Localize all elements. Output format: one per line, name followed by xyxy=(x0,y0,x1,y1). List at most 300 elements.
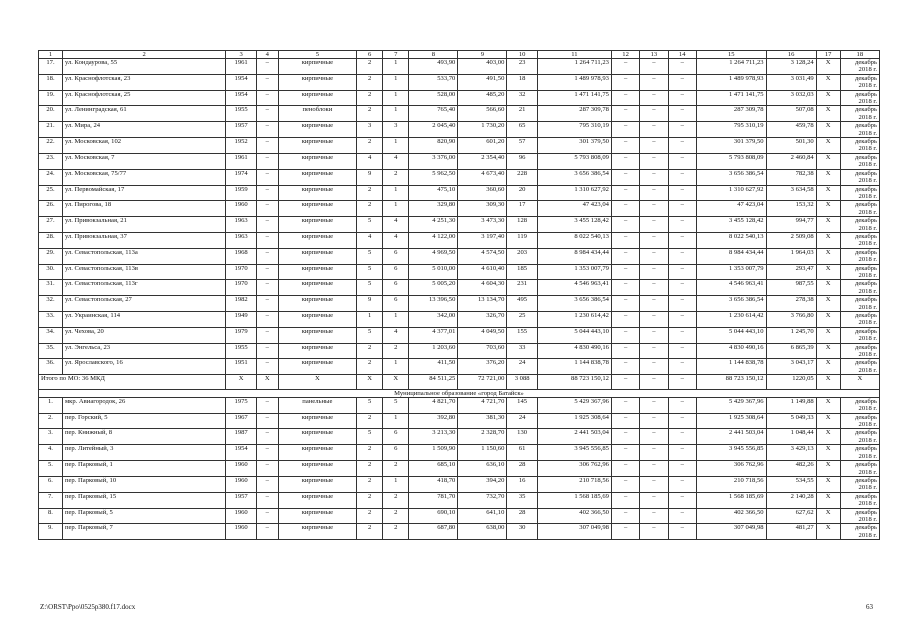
cell-c13: – xyxy=(640,327,668,343)
cell-c8: 528,00 xyxy=(409,90,458,106)
cell-year: 1963 xyxy=(226,217,257,233)
cell-c13: – xyxy=(640,169,668,185)
cell-year: 1960 xyxy=(226,201,257,217)
cell-mat: панельные xyxy=(278,397,356,413)
cell-c18: декабрь 2018 г. xyxy=(840,232,879,248)
table-row xyxy=(39,343,880,359)
cell-c13: – xyxy=(640,106,668,122)
cell-c18: декабрь 2018 г. xyxy=(840,201,879,217)
cell-c13: – xyxy=(640,312,668,328)
cell-c9: 376,20 xyxy=(458,359,507,375)
cell-c8: 411,50 xyxy=(409,359,458,375)
cell-c8: 5 010,00 xyxy=(409,264,458,280)
cell-c17: X xyxy=(816,343,840,359)
cell-c18: декабрь 2018 г. xyxy=(840,106,879,122)
cell-c4: – xyxy=(256,153,278,169)
cell-c7: 4 xyxy=(383,153,409,169)
cell-c6: 5 xyxy=(357,327,383,343)
cell-c15: 5 793 808,09 xyxy=(696,153,766,169)
cell-c6: 5 xyxy=(357,429,383,445)
cell-c17: X xyxy=(816,413,840,429)
cell-c14: – xyxy=(668,169,696,185)
cell-c10: 130 xyxy=(507,429,538,445)
cell-c18: декабрь 2018 г. xyxy=(840,248,879,264)
cell-c17: X xyxy=(816,90,840,106)
cell-c10: 231 xyxy=(507,280,538,296)
cell-c13: – xyxy=(640,461,668,477)
cell-c17: X xyxy=(816,461,840,477)
cell-c12: – xyxy=(611,169,639,185)
cell-c10: 20 xyxy=(507,185,538,201)
cell-n: 4. xyxy=(39,445,63,461)
cell-c6: 5 xyxy=(357,397,383,413)
cell-addr: ул. Севастопольская, 113а xyxy=(62,248,225,264)
cell-c12: – xyxy=(611,445,639,461)
cell-c15: 8 022 540,13 xyxy=(696,232,766,248)
cell-c13: – xyxy=(640,492,668,508)
cell-c4: – xyxy=(256,343,278,359)
cell-c4: – xyxy=(256,90,278,106)
cell-mat: кирпичные xyxy=(278,524,356,540)
cell-c4: – xyxy=(256,122,278,138)
cell-c6: 2 xyxy=(357,343,383,359)
cell-c13: – xyxy=(640,153,668,169)
cell-year: 1949 xyxy=(226,312,257,328)
cell-c14: – xyxy=(668,280,696,296)
table-row xyxy=(39,59,880,75)
cell-c14: – xyxy=(668,248,696,264)
header-cell: 4 xyxy=(256,51,278,59)
cell-addr: ул. Украинская, 114 xyxy=(62,312,225,328)
cell-c16: 2 140,28 xyxy=(766,492,816,508)
cell-n: 23. xyxy=(39,153,63,169)
cell-c9: 4 721,70 xyxy=(458,397,507,413)
cell-c10: 24 xyxy=(507,359,538,375)
cell-c6: 2 xyxy=(357,138,383,154)
cell-n: 18. xyxy=(39,74,63,90)
cell-mat: кирпичные xyxy=(278,445,356,461)
cell-c8: 781,70 xyxy=(409,492,458,508)
cell-c16: 782,38 xyxy=(766,169,816,185)
cell-year: 1957 xyxy=(226,492,257,508)
cell-c4: – xyxy=(256,185,278,201)
table-row xyxy=(39,248,880,264)
cell-c11: 287 309,78 xyxy=(537,106,611,122)
total-c4: X xyxy=(256,375,278,390)
cell-c9: 641,10 xyxy=(458,508,507,524)
cell-c18: декабрь 2018 г. xyxy=(840,461,879,477)
cell-c6: 2 xyxy=(357,359,383,375)
cell-c6: 2 xyxy=(357,201,383,217)
cell-c4: – xyxy=(256,445,278,461)
cell-addr: ул. Чехова, 20 xyxy=(62,327,225,343)
cell-c15: 3 656 386,54 xyxy=(696,169,766,185)
cell-c18: декабрь 2018 г. xyxy=(840,217,879,233)
table-row xyxy=(39,359,880,375)
cell-addr: ул. Московская, 75/77 xyxy=(62,169,225,185)
cell-c17: X xyxy=(816,280,840,296)
cell-c7: 1 xyxy=(383,106,409,122)
cell-c12: – xyxy=(611,508,639,524)
cell-c4: – xyxy=(256,327,278,343)
table-row xyxy=(39,232,880,248)
cell-c15: 307 049,98 xyxy=(696,524,766,540)
table-row xyxy=(39,90,880,106)
cell-mat: кирпичные xyxy=(278,280,356,296)
header-row xyxy=(39,51,880,59)
group-title: Муниципальное образование «город Батайск» xyxy=(39,389,880,397)
cell-c4: – xyxy=(256,312,278,328)
cell-c6: 3 xyxy=(357,122,383,138)
cell-c7: 6 xyxy=(383,248,409,264)
header-cell: 3 xyxy=(226,51,257,59)
cell-n: 27. xyxy=(39,217,63,233)
cell-c4: – xyxy=(256,217,278,233)
cell-addr: ул. Пирогова, 18 xyxy=(62,201,225,217)
cell-year: 1961 xyxy=(226,59,257,75)
cell-n: 5. xyxy=(39,461,63,477)
cell-c16: 987,55 xyxy=(766,280,816,296)
cell-c6: 4 xyxy=(357,232,383,248)
cell-c6: 5 xyxy=(357,280,383,296)
cell-c9: 381,30 xyxy=(458,413,507,429)
cell-c4: – xyxy=(256,280,278,296)
cell-c16: 3 032,03 xyxy=(766,90,816,106)
cell-c18: декабрь 2018 г. xyxy=(840,138,879,154)
cell-c17: X xyxy=(816,153,840,169)
cell-c16: 278,38 xyxy=(766,296,816,312)
total-c17: X xyxy=(816,375,840,390)
cell-addr: ул. Энгельса, 23 xyxy=(62,343,225,359)
cell-c8: 4 251,30 xyxy=(409,217,458,233)
cell-year: 1967 xyxy=(226,413,257,429)
cell-c7: 4 xyxy=(383,232,409,248)
total-c8: 84 511,25 xyxy=(409,375,458,390)
cell-c15: 5 044 443,10 xyxy=(696,327,766,343)
cell-c18: декабрь 2018 г. xyxy=(840,327,879,343)
cell-c13: – xyxy=(640,429,668,445)
cell-c10: 18 xyxy=(507,74,538,90)
cell-c11: 3 945 556,85 xyxy=(537,445,611,461)
cell-c16: 501,30 xyxy=(766,138,816,154)
cell-c12: – xyxy=(611,232,639,248)
cell-c7: 2 xyxy=(383,169,409,185)
cell-c17: X xyxy=(816,492,840,508)
cell-c9: 4 049,50 xyxy=(458,327,507,343)
cell-c13: – xyxy=(640,397,668,413)
cell-c14: – xyxy=(668,413,696,429)
cell-c16: 2 509,08 xyxy=(766,232,816,248)
cell-n: 32. xyxy=(39,296,63,312)
header-cell: 17 xyxy=(816,51,840,59)
cell-c18: декабрь 2018 г. xyxy=(840,343,879,359)
cell-mat: кирпичные xyxy=(278,476,356,492)
cell-c7: 1 xyxy=(383,185,409,201)
cell-addr: ул. Ярославского, 16 xyxy=(62,359,225,375)
cell-c15: 5 429 367,96 xyxy=(696,397,766,413)
cell-c18: декабрь 2018 г. xyxy=(840,397,879,413)
cell-c12: – xyxy=(611,397,639,413)
cell-c16: 994,77 xyxy=(766,217,816,233)
cell-year: 1960 xyxy=(226,476,257,492)
total-c7: X xyxy=(383,375,409,390)
cell-c15: 1 144 838,78 xyxy=(696,359,766,375)
cell-c13: – xyxy=(640,264,668,280)
cell-year: 1960 xyxy=(226,508,257,524)
cell-c15: 1 310 627,92 xyxy=(696,185,766,201)
total-c12: – xyxy=(611,375,639,390)
cell-c11: 2 441 503,04 xyxy=(537,429,611,445)
cell-c6: 5 xyxy=(357,248,383,264)
cell-mat: пеноблоки xyxy=(278,106,356,122)
cell-year: 1975 xyxy=(226,397,257,413)
cell-mat: кирпичные xyxy=(278,492,356,508)
header-cell: 13 xyxy=(640,51,668,59)
cell-c17: X xyxy=(816,476,840,492)
cell-c15: 4 830 490,16 xyxy=(696,343,766,359)
cell-c8: 4 821,70 xyxy=(409,397,458,413)
cell-addr: ул. Краснофлотская, 23 xyxy=(62,74,225,90)
cell-c14: – xyxy=(668,429,696,445)
cell-c7: 1 xyxy=(383,359,409,375)
cell-c8: 4 969,50 xyxy=(409,248,458,264)
cell-c9: 3 197,40 xyxy=(458,232,507,248)
cell-c4: – xyxy=(256,508,278,524)
cell-n: 2. xyxy=(39,413,63,429)
table-row xyxy=(39,508,880,524)
cell-c18: декабрь 2018 г. xyxy=(840,74,879,90)
cell-c15: 287 309,78 xyxy=(696,106,766,122)
cell-c9: 601,20 xyxy=(458,138,507,154)
cell-c9: 491,50 xyxy=(458,74,507,90)
cell-year: 1968 xyxy=(226,248,257,264)
cell-c9: 309,30 xyxy=(458,201,507,217)
cell-c10: 119 xyxy=(507,232,538,248)
cell-c14: – xyxy=(668,397,696,413)
cell-c6: 2 xyxy=(357,476,383,492)
cell-c9: 703,60 xyxy=(458,343,507,359)
cell-c12: – xyxy=(611,185,639,201)
cell-n: 31. xyxy=(39,280,63,296)
file-path: Z:\ORST\Ppo\0525p380.f17.docx xyxy=(40,603,136,611)
cell-c15: 795 310,19 xyxy=(696,122,766,138)
cell-c9: 732,70 xyxy=(458,492,507,508)
cell-c13: – xyxy=(640,232,668,248)
cell-c13: – xyxy=(640,476,668,492)
cell-n: 3. xyxy=(39,429,63,445)
table-row xyxy=(39,106,880,122)
cell-c16: 3 031,49 xyxy=(766,74,816,90)
table-row xyxy=(39,185,880,201)
cell-c6: 2 xyxy=(357,508,383,524)
cell-c16: 5 049,33 xyxy=(766,413,816,429)
cell-mat: кирпичные xyxy=(278,296,356,312)
cell-c8: 5 005,20 xyxy=(409,280,458,296)
cell-c10: 17 xyxy=(507,201,538,217)
cell-c13: – xyxy=(640,413,668,429)
cell-c11: 1 230 614,42 xyxy=(537,312,611,328)
cell-c9: 2 328,70 xyxy=(458,429,507,445)
table-row xyxy=(39,122,880,138)
cell-c18: декабрь 2018 г. xyxy=(840,492,879,508)
cell-n: 22. xyxy=(39,138,63,154)
group-row xyxy=(39,389,880,397)
header-cell: 6 xyxy=(357,51,383,59)
total-c6: X xyxy=(357,375,383,390)
cell-c14: – xyxy=(668,508,696,524)
cell-c4: – xyxy=(256,397,278,413)
table-row xyxy=(39,201,880,217)
page-number: 63 xyxy=(866,603,873,611)
cell-c10: 33 xyxy=(507,343,538,359)
cell-addr: пер. Парковый, 1 xyxy=(62,461,225,477)
cell-c16: 3 128,24 xyxy=(766,59,816,75)
total-c5: X xyxy=(278,375,356,390)
cell-c13: – xyxy=(640,74,668,90)
cell-c11: 4 546 963,41 xyxy=(537,280,611,296)
cell-c9: 4 574,50 xyxy=(458,248,507,264)
header-cell: 8 xyxy=(409,51,458,59)
cell-c13: – xyxy=(640,248,668,264)
cell-c11: 47 423,04 xyxy=(537,201,611,217)
cell-c8: 4 377,01 xyxy=(409,327,458,343)
cell-c18: декабрь 2018 г. xyxy=(840,280,879,296)
cell-c13: – xyxy=(640,280,668,296)
cell-c16: 481,27 xyxy=(766,524,816,540)
cell-c11: 1 310 627,92 xyxy=(537,185,611,201)
cell-c9: 4 610,40 xyxy=(458,264,507,280)
cell-c16: 3 043,17 xyxy=(766,359,816,375)
cell-c13: – xyxy=(640,59,668,75)
cell-c4: – xyxy=(256,492,278,508)
cell-c17: X xyxy=(816,122,840,138)
cell-c18: декабрь 2018 г. xyxy=(840,185,879,201)
cell-c10: 32 xyxy=(507,90,538,106)
cell-c17: X xyxy=(816,524,840,540)
cell-c11: 1 489 978,93 xyxy=(537,74,611,90)
cell-c17: X xyxy=(816,429,840,445)
cell-c10: 35 xyxy=(507,492,538,508)
cell-c6: 5 xyxy=(357,264,383,280)
cell-c14: – xyxy=(668,461,696,477)
cell-c8: 3 376,00 xyxy=(409,153,458,169)
cell-c15: 1 489 978,93 xyxy=(696,74,766,90)
cell-c13: – xyxy=(640,359,668,375)
total-c16: 1220,05 xyxy=(766,375,816,390)
cell-c15: 306 762,96 xyxy=(696,461,766,477)
header-cell: 12 xyxy=(611,51,639,59)
cell-c9: 4 673,40 xyxy=(458,169,507,185)
cell-c17: X xyxy=(816,327,840,343)
table-row xyxy=(39,296,880,312)
table-row xyxy=(39,153,880,169)
header-cell: 10 xyxy=(507,51,538,59)
cell-c14: – xyxy=(668,264,696,280)
cell-c10: 16 xyxy=(507,476,538,492)
cell-c13: – xyxy=(640,508,668,524)
cell-mat: кирпичные xyxy=(278,153,356,169)
cell-c9: 326,70 xyxy=(458,312,507,328)
cell-c14: – xyxy=(668,106,696,122)
cell-c13: – xyxy=(640,201,668,217)
cell-c18: декабрь 2018 г. xyxy=(840,122,879,138)
table-row xyxy=(39,280,880,296)
cell-c13: – xyxy=(640,217,668,233)
cell-c9: 3 473,30 xyxy=(458,217,507,233)
cell-c12: – xyxy=(611,217,639,233)
header-cell: 1 xyxy=(39,51,63,59)
cell-c14: – xyxy=(668,122,696,138)
table-row xyxy=(39,327,880,343)
total-c14: – xyxy=(668,375,696,390)
cell-c12: – xyxy=(611,264,639,280)
cell-c12: – xyxy=(611,461,639,477)
table-body xyxy=(39,51,880,540)
cell-c7: 1 xyxy=(383,90,409,106)
cell-year: 1955 xyxy=(226,343,257,359)
cell-c14: – xyxy=(668,476,696,492)
cell-c4: – xyxy=(256,296,278,312)
cell-c17: X xyxy=(816,264,840,280)
cell-c11: 306 762,96 xyxy=(537,461,611,477)
cell-c10: 228 xyxy=(507,169,538,185)
table-row xyxy=(39,169,880,185)
cell-addr: ул. Севастопольская, 113в xyxy=(62,264,225,280)
cell-addr: ул. Севастопольская, 113г xyxy=(62,280,225,296)
total-c18: X xyxy=(840,375,879,390)
cell-c12: – xyxy=(611,201,639,217)
cell-c18: декабрь 2018 г. xyxy=(840,508,879,524)
cell-c4: – xyxy=(256,413,278,429)
cell-c4: – xyxy=(256,59,278,75)
cell-addr: пер. Парковый, 7 xyxy=(62,524,225,540)
cell-c11: 1 471 141,75 xyxy=(537,90,611,106)
cell-year: 1955 xyxy=(226,106,257,122)
cell-n: 24. xyxy=(39,169,63,185)
cell-n: 29. xyxy=(39,248,63,264)
cell-mat: кирпичные xyxy=(278,74,356,90)
cell-n: 30. xyxy=(39,264,63,280)
cell-mat: кирпичные xyxy=(278,429,356,445)
cell-c6: 2 xyxy=(357,524,383,540)
cell-c8: 820,90 xyxy=(409,138,458,154)
cell-year: 1961 xyxy=(226,153,257,169)
cell-c13: – xyxy=(640,138,668,154)
cell-c8: 392,80 xyxy=(409,413,458,429)
total-c11: 88 723 150,12 xyxy=(537,375,611,390)
cell-c7: 6 xyxy=(383,264,409,280)
cell-addr: ул. Мира, 24 xyxy=(62,122,225,138)
cell-c7: 1 xyxy=(383,138,409,154)
header-cell: 5 xyxy=(278,51,356,59)
cell-addr: ул. Привокзальная, 37 xyxy=(62,232,225,248)
cell-c12: – xyxy=(611,296,639,312)
cell-c15: 3 945 556,85 xyxy=(696,445,766,461)
cell-c7: 1 xyxy=(383,312,409,328)
header-cell: 11 xyxy=(537,51,611,59)
cell-n: 28. xyxy=(39,232,63,248)
cell-c7: 6 xyxy=(383,280,409,296)
cell-c12: – xyxy=(611,312,639,328)
cell-n: 17. xyxy=(39,59,63,75)
cell-c10: 128 xyxy=(507,217,538,233)
cell-c10: 21 xyxy=(507,106,538,122)
cell-mat: кирпичные xyxy=(278,59,356,75)
cell-n: 21. xyxy=(39,122,63,138)
cell-c10: 96 xyxy=(507,153,538,169)
cell-c16: 3 634,58 xyxy=(766,185,816,201)
cell-c12: – xyxy=(611,90,639,106)
